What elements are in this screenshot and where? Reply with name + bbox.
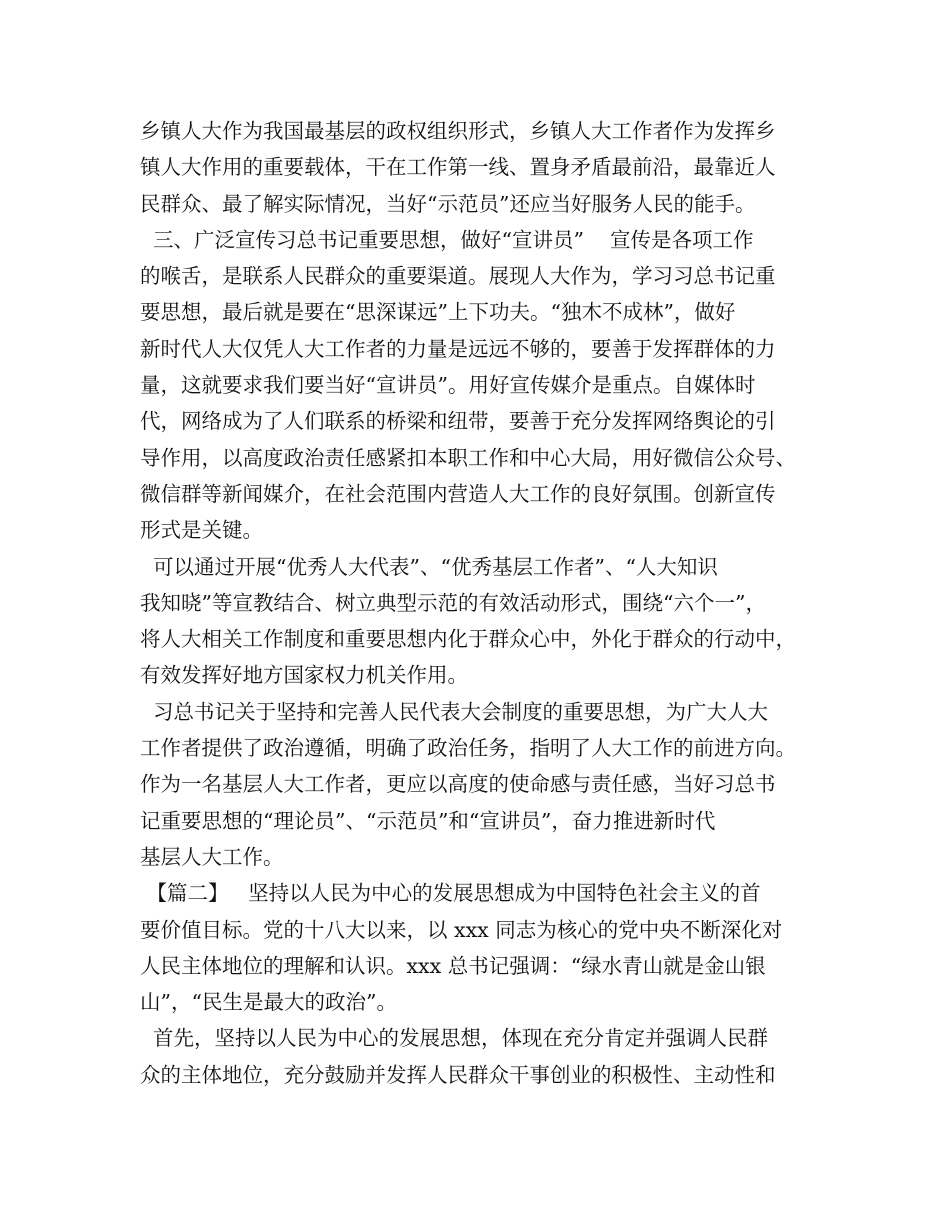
text-line: 人民主体地位的理解和认识。xxx 总书记强调：“绿水青山就是金山银 — [140, 953, 766, 978]
text-line: 工作者提供了政治遵循，明确了政治任务，指明了人大工作的前进方向。 — [140, 736, 796, 761]
text-line: 新时代人大仅凭人大工作者的力量是远远不够的，要善于发挥群体的力 — [140, 336, 776, 361]
text-line: 可以通过开展“优秀人大代表”、“优秀基层工作者”、“人大知识 — [140, 554, 718, 579]
text-line: 将人大相关工作制度和重要思想内化于群众心中，外化于群众的行动中， — [140, 627, 796, 652]
text-line: 微信群等新闻媒介，在社会范围内营造人大工作的良好氛围。创新宣传 — [140, 481, 776, 506]
text-line: 我知晓”等宣教结合、树立典型示范的有效活动形式，围绕“六个一”， — [140, 590, 766, 615]
section-heading-line: 三、广泛宣传习总书记重要思想，做好“宣讲员” 宣传是各项工作 — [140, 227, 754, 252]
text-line: 镇人大作用的重要载体，干在工作第一线、置身矛盾最前沿，最靠近人 — [140, 155, 776, 180]
text-line: 民群众、最了解实际情况，当好“示范员”还应当好服务人民的能手。 — [140, 191, 756, 216]
text-line: 量，这就要求我们要当好“宣讲员”。用好宣传媒介是重点。自媒体时 — [140, 373, 756, 398]
text-line: 习总书记关于坚持和完善人民代表大会制度的重要思想，为广大人大 — [140, 699, 769, 724]
text-line: 山”，“民生是最大的政治”。 — [140, 990, 397, 1015]
text-line: 形式是关键。 — [140, 518, 263, 543]
text-line: 乡镇人大作为我国最基层的政权组织形式，乡镇人大工作者作为发挥乡 — [140, 119, 776, 143]
text-line: 记重要思想的“理论员”、“示范员”和“宣讲员”，奋力推进新时代 — [140, 808, 716, 833]
text-line: 基层人大工作。 — [140, 844, 284, 869]
text-line: 首先，坚持以人民为中心的发展思想，体现在充分肯定并强调人民群 — [140, 1026, 769, 1051]
text-line: 导作用，以高度政治责任感紧扣本职工作和中心大局，用好微信公众号、 — [140, 445, 796, 470]
text-line: 要价值目标。党的十八大以来，以 xxx 同志为核心的党中央不断深化对 — [140, 917, 783, 942]
document-body — [140, 113, 830, 1093]
text-line: 众的主体地位，充分鼓励并发挥人民群众干事创业的积极性、主动性和 — [140, 1062, 776, 1087]
text-line: 有效发挥好地方国家权力机关作用。 — [140, 663, 468, 688]
text-line: 作为一名基层人大工作者，更应以高度的使命感与责任感，当好习总书 — [140, 772, 776, 797]
section-heading-line: 【篇二】 坚持以人民为中心的发展思想成为中国特色社会主义的首 — [140, 881, 761, 906]
text-line: 要思想，最后就是要在“思深谋远”上下功夫。“独木不成林”，做好 — [140, 300, 736, 325]
text-line: 的喉舌，是联系人民群众的重要渠道。展现人大作为，学习习总书记重 — [140, 264, 776, 289]
text-line: 代，网络成为了人们联系的桥梁和纽带，要善于充分发挥网络舆论的引 — [140, 409, 776, 434]
